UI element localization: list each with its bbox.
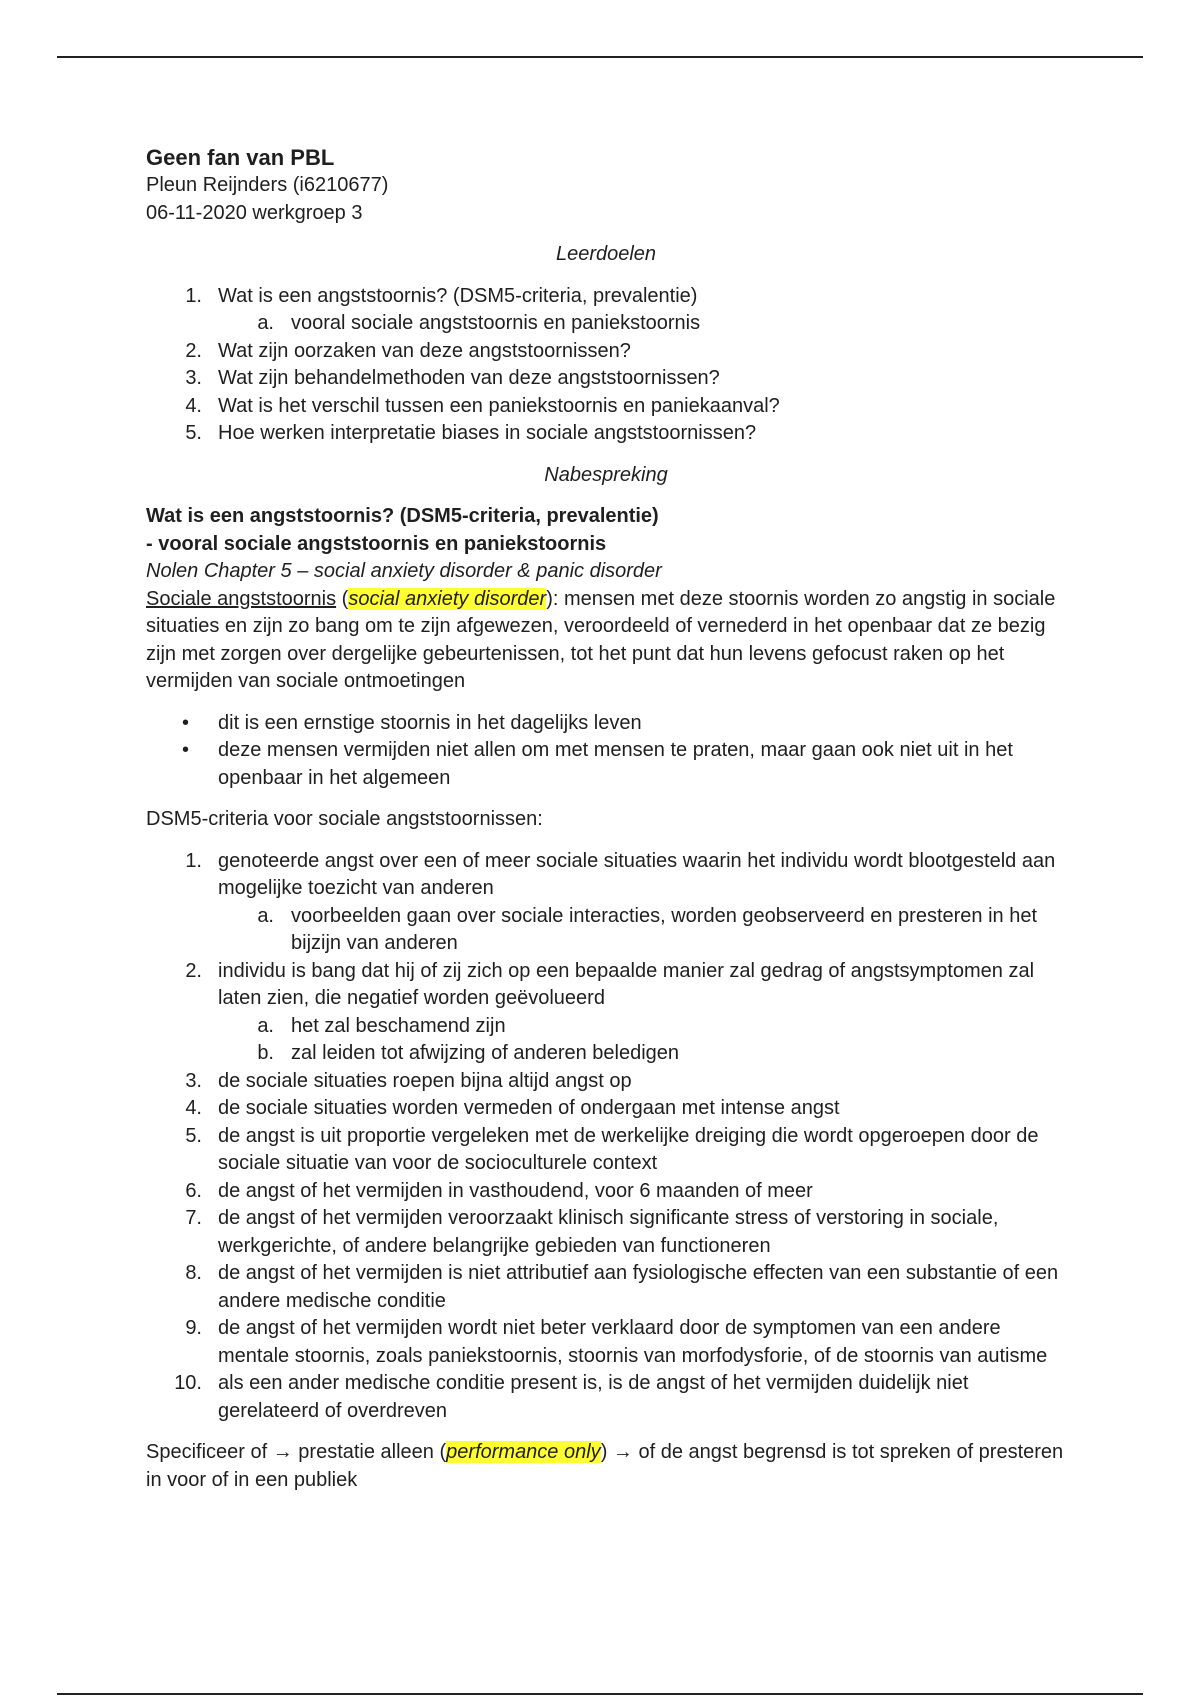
specifier-highlight: performance only	[446, 1441, 601, 1463]
section-heading: Wat is een angststoornis? (DSM5-criteria, prevalentie)	[146, 505, 659, 527]
specifier-paragraph	[146, 1439, 1066, 1494]
criterion-item	[146, 1013, 1066, 1041]
criterion-item-number: 7.	[185, 1207, 202, 1229]
criteria-list	[146, 848, 1066, 1426]
criterion-item-text: de angst of het vermijden is niet attributief aan fysiologische effecten van een substantie of een andere medische conditie	[218, 1262, 1059, 1312]
criterion-item	[146, 903, 1066, 958]
definition-term: Sociale angststoornis	[146, 587, 337, 610]
criterion-item-number: 3.	[185, 1069, 202, 1092]
criterion-item	[146, 1205, 1066, 1260]
criterion-item-number: 10.	[174, 1372, 202, 1394]
criterion-item-number: b.	[257, 1042, 274, 1064]
criterion-item-number: 6.	[185, 1179, 202, 1202]
criterion-item	[146, 1260, 1066, 1315]
criterion-item-text: de angst is uit proportie vergeleken met de werkelijke dreiging die wordt opgeroepen door de sociale situatie van voor de socioculturele context	[218, 1124, 1039, 1174]
criterion-item-text: individu is bang dat hij of zij zich op een bepaalde manier zal gedrag of angstsymptomen zal laten zien, die negatief worden geëvolueerd	[218, 959, 1035, 1009]
bullet-dot-icon: •	[182, 711, 190, 734]
bullet-text: deze mensen vermijden niet allen om met mensen te praten, maar gaan ook niet uit in het openbaar in het algemeen	[218, 739, 1013, 789]
criterion-item-text: zal leiden tot afwijzing of anderen beledigen	[291, 1042, 680, 1064]
author-line: Pleun Reijnders (i6210677)	[146, 174, 389, 196]
criterion-item	[146, 1068, 1066, 1096]
nabespreking-heading: Nabespreking	[544, 463, 668, 486]
bullet-dot-icon: •	[182, 739, 190, 761]
leerdoelen-list	[146, 283, 1066, 448]
criterion-item-text: de sociale situaties worden vermeden of ondergaan met intense angst	[218, 1097, 840, 1119]
bottom-rule	[57, 1693, 1143, 1695]
criterion-item-text: het zal beschamend zijn	[291, 1014, 506, 1037]
document-page	[146, 144, 1066, 1494]
leerdoel-item-number: 2.	[185, 339, 202, 362]
leerdoel-item-text: Wat zijn oorzaken van deze angststoornissen?	[218, 339, 631, 362]
leerdoel-item	[146, 310, 1066, 338]
criterion-item-text: de angst of het vermijden in vasthoudend, voor 6 maanden of meer	[218, 1179, 813, 1202]
definition-paragraph	[146, 586, 1066, 696]
criteria-intro: DSM5-criteria voor sociale angststoornissen:	[146, 808, 543, 830]
criterion-item-number: 2.	[185, 959, 202, 982]
leerdoel-item-number: 3.	[185, 367, 202, 389]
criterion-item	[146, 1040, 1066, 1068]
specifier-start: Specificeer of → prestatie alleen (	[146, 1441, 447, 1463]
criterion-item	[146, 1123, 1066, 1178]
criterion-item	[146, 1095, 1066, 1123]
criterion-item-number: 5.	[185, 1124, 202, 1147]
leerdoel-item	[146, 338, 1066, 366]
leerdoel-item-number: a.	[257, 312, 274, 334]
specifier-text: ) → of de angst begrensd is tot spreken of presteren in voor of in een publiek	[146, 1441, 1064, 1491]
criterion-item-number: 4.	[185, 1097, 202, 1119]
criterion-item-text: de sociale situaties roepen bijna altijd angst op	[218, 1069, 632, 1092]
criterion-item-number: 8.	[185, 1262, 202, 1284]
definition-open: (	[336, 587, 349, 610]
criterion-item-number: a.	[257, 1014, 274, 1037]
criterion-item-text: als een ander medische conditie present is, is de angst of het vermijden duidelijk niet gerelateerd of overdreven	[218, 1372, 969, 1422]
leerdoel-item-text: Wat is het verschil tussen een paniekstoornis en paniekaanval?	[218, 394, 780, 417]
leerdoelen-heading: Leerdoelen	[555, 243, 657, 265]
criterion-item	[146, 1315, 1066, 1370]
source-line: Nolen Chapter 5 – social anxiety disorder & panic disorder	[146, 560, 662, 582]
leerdoel-item-text: Wat zijn behandelmethoden van deze angststoornissen?	[218, 367, 720, 389]
criterion-item-text: voorbeelden gaan over sociale interacties, worden geobserveerd en presteren in het bijzijn van anderen	[291, 904, 1038, 954]
criterion-item	[146, 958, 1066, 1013]
leerdoel-item	[146, 283, 1066, 311]
leerdoel-item-text: Wat is een angststoornis? (DSM5-criteria, prevalentie)	[218, 284, 698, 307]
document-title: Geen fan van PBL	[146, 145, 335, 170]
criterion-item	[146, 848, 1066, 903]
bullet-item	[146, 737, 1066, 792]
criterion-item	[146, 1370, 1066, 1425]
criterion-item-text: genoteerde angst over een of meer sociale situaties waarin het individu wordt blootgesteld aan mogelijke toezicht van anderen	[218, 849, 1056, 899]
criterion-item-text: de angst of het vermijden veroorzaakt klinisch significante stress of verstoring in sociale, werkgerichte, of andere belangrijke gebieden van functioneren	[218, 1207, 999, 1257]
criterion-item-number: 1.	[185, 849, 202, 872]
definition-highlight: social anxiety disorder	[348, 587, 547, 610]
criterion-item-number: 9.	[185, 1317, 202, 1339]
leerdoel-item-number: 1.	[185, 284, 202, 307]
definition-text: ): mensen met deze stoornis worden zo angstig in sociale situaties en zijn zo bang om te zijn afgewezen, veroordeeld of vernederd in het openbaar dat ze bezig zijn met zorgen over dergelijke gebeurtenissen, tot het punt dat hun levens gefocust raken op het vermijden van sociale ontmoetingen	[146, 587, 1056, 692]
bullet-item	[146, 710, 1066, 738]
criterion-item-text: de angst of het vermijden wordt niet beter verklaard door de symptomen van een andere mentale stoornis, zoals paniekstoornis, stoornis van morfodysforie, of de stoornis van autisme	[218, 1317, 1048, 1367]
leerdoel-item	[146, 420, 1066, 448]
leerdoel-item	[146, 393, 1066, 421]
bullet-text: dit is een ernstige stoornis in het dagelijks leven	[218, 711, 642, 734]
leerdoel-item-text: Hoe werken interpretatie biases in sociale angststoornissen?	[218, 422, 757, 444]
criterion-item-number: a.	[257, 904, 274, 927]
bullet-list	[146, 710, 1066, 793]
date-group-line: 06-11-2020 werkgroep 3	[146, 201, 363, 224]
section-subheading: - vooral sociale angststoornis en paniekstoornis	[146, 532, 607, 555]
leerdoel-item-number: 4.	[185, 394, 202, 417]
criterion-item	[146, 1178, 1066, 1206]
leerdoel-item	[146, 365, 1066, 393]
leerdoel-item-text: vooral sociale angststoornis en paniekstoornis	[291, 312, 701, 334]
leerdoel-item-number: 5.	[185, 422, 202, 444]
top-rule	[57, 56, 1143, 58]
